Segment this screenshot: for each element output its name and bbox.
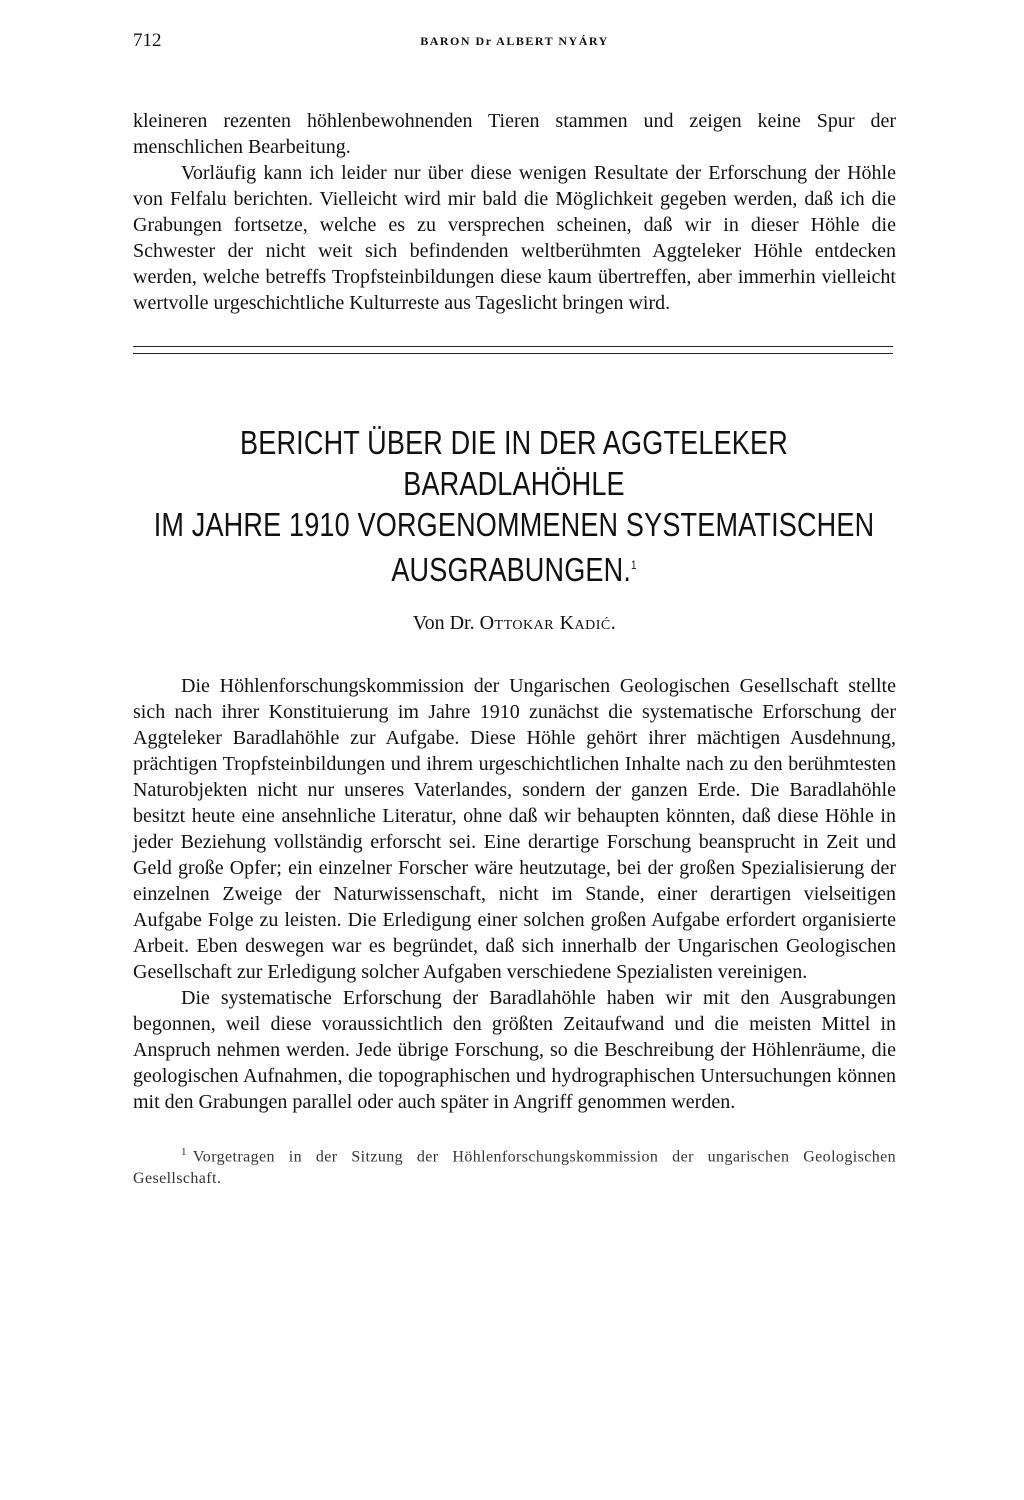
paragraph: kleineren rezenten höhlenbewohnenden Tieren stammen und zeigen keine Spur der menschlichen Bearbeitung. xyxy=(133,110,896,158)
running-title: BARON Dr ALBERT NYÁRY xyxy=(420,34,609,48)
running-header xyxy=(133,30,896,56)
document-page xyxy=(133,30,896,1190)
paragraph: Vorläufig kann ich leider nur über diese wenigen Resultate der Erforschung der Höhle von Felfalu berichten. Vielleicht wird mir bald die Möglichkeit gegeben werden, daß ich die Grabungen fortsetze, welche es zu versprechen scheinen, daß wir in dieser Höhle die Schwester der nicht weit sich befindenden weltberühmten Aggteleker Höhle entdecken werden, welche betreffs Tropfsteinbildungen diese kaum übertreffen, aber immerhin vielleicht wertvolle urgeschichtliche Kulturreste aus Tageslicht bringen wird. xyxy=(133,162,896,314)
byline-prefix: Von Dr. xyxy=(412,612,475,634)
paragraph: Die Höhlenforschungskommission der Ungarischen Geologischen Gesellschaft stellte sich nach ihrer Konstituierung im Jahre 1910 zunächst die systematische Erforschung der Aggteleker Baradlahöhle zur Aufgabe. Diese Höhle gehört ihrer mächtigen Ausdehnung, prächtigen Tropfsteinbildungen und ihrem urgeschichtlichen Inhalte nach zu den berühmtesten Naturobjekten nicht nur unseres Vaterlandes, sondern der ganzen Erde. Die Baradlahöhle besitzt heute eine ansehnliche Literatur, ohne daß wir behaupten könnten, daß diese Höhle in jeder Beziehung vollständig erforscht sei. Eine derartige Forschung beansprucht in Zeit und Geld große Opfer; ein einzelner Forscher wäre heutzutage, bei der großen Spezialisierung der einzelnen Zweige der Naturwissenschaft, nicht im Stande, einer derartigen vielseitigen Aufgabe Folge zu leisten. Die Erledigung einer solchen großen Aufgabe erfordert organisierte Arbeit. Eben deswegen war es begründet, daß sich innerhalb der Ungarischen Geologischen Gesellschaft zur Erledigung solcher Aufgaben verschiedene Spezialisten vereinigen. xyxy=(133,675,896,983)
section-divider xyxy=(133,346,893,354)
byline xyxy=(133,612,896,635)
title-line: IM JAHRE 1910 VORGENOMMENEN SYSTEMATISCHEN xyxy=(153,506,875,543)
title-line: BERICHT ÜBER DIE IN DER AGGTELEKER BARADLAHÖHLE xyxy=(240,424,788,502)
title-line-text: AUSGRABUNGEN. xyxy=(391,551,632,588)
footnote-marker: 1 xyxy=(631,558,637,572)
footnote-number: 1 xyxy=(181,1146,187,1158)
footnote xyxy=(133,1141,896,1190)
author-name: Ottokar Kadić. xyxy=(479,612,617,634)
article-title xyxy=(133,422,896,590)
page-number: 712 xyxy=(133,30,162,51)
paragraph: Die systematische Erforschung der Baradlahöhle haben wir mit den Ausgrabungen begonnen, weil diese voraussichtlich den größten Zeitaufwand und die meisten Mittel in Anspruch nehmen werden. Jede übrige Forschung, so die Beschreibung der Höhlenräume, die geologischen Aufnahmen, die topographischen und hydrographischen Untersuchungen können mit den Grabungen parallel oder auch später in Angriff genommen werden. xyxy=(133,987,896,1113)
article-body xyxy=(133,673,896,1115)
title-line xyxy=(133,545,896,590)
previous-article-ending xyxy=(133,108,896,316)
footnote-text: Vorgetragen in der Sitzung der Höhlenforschungskommission der ungarischen Geologischen Gesellschaft. xyxy=(133,1148,896,1188)
